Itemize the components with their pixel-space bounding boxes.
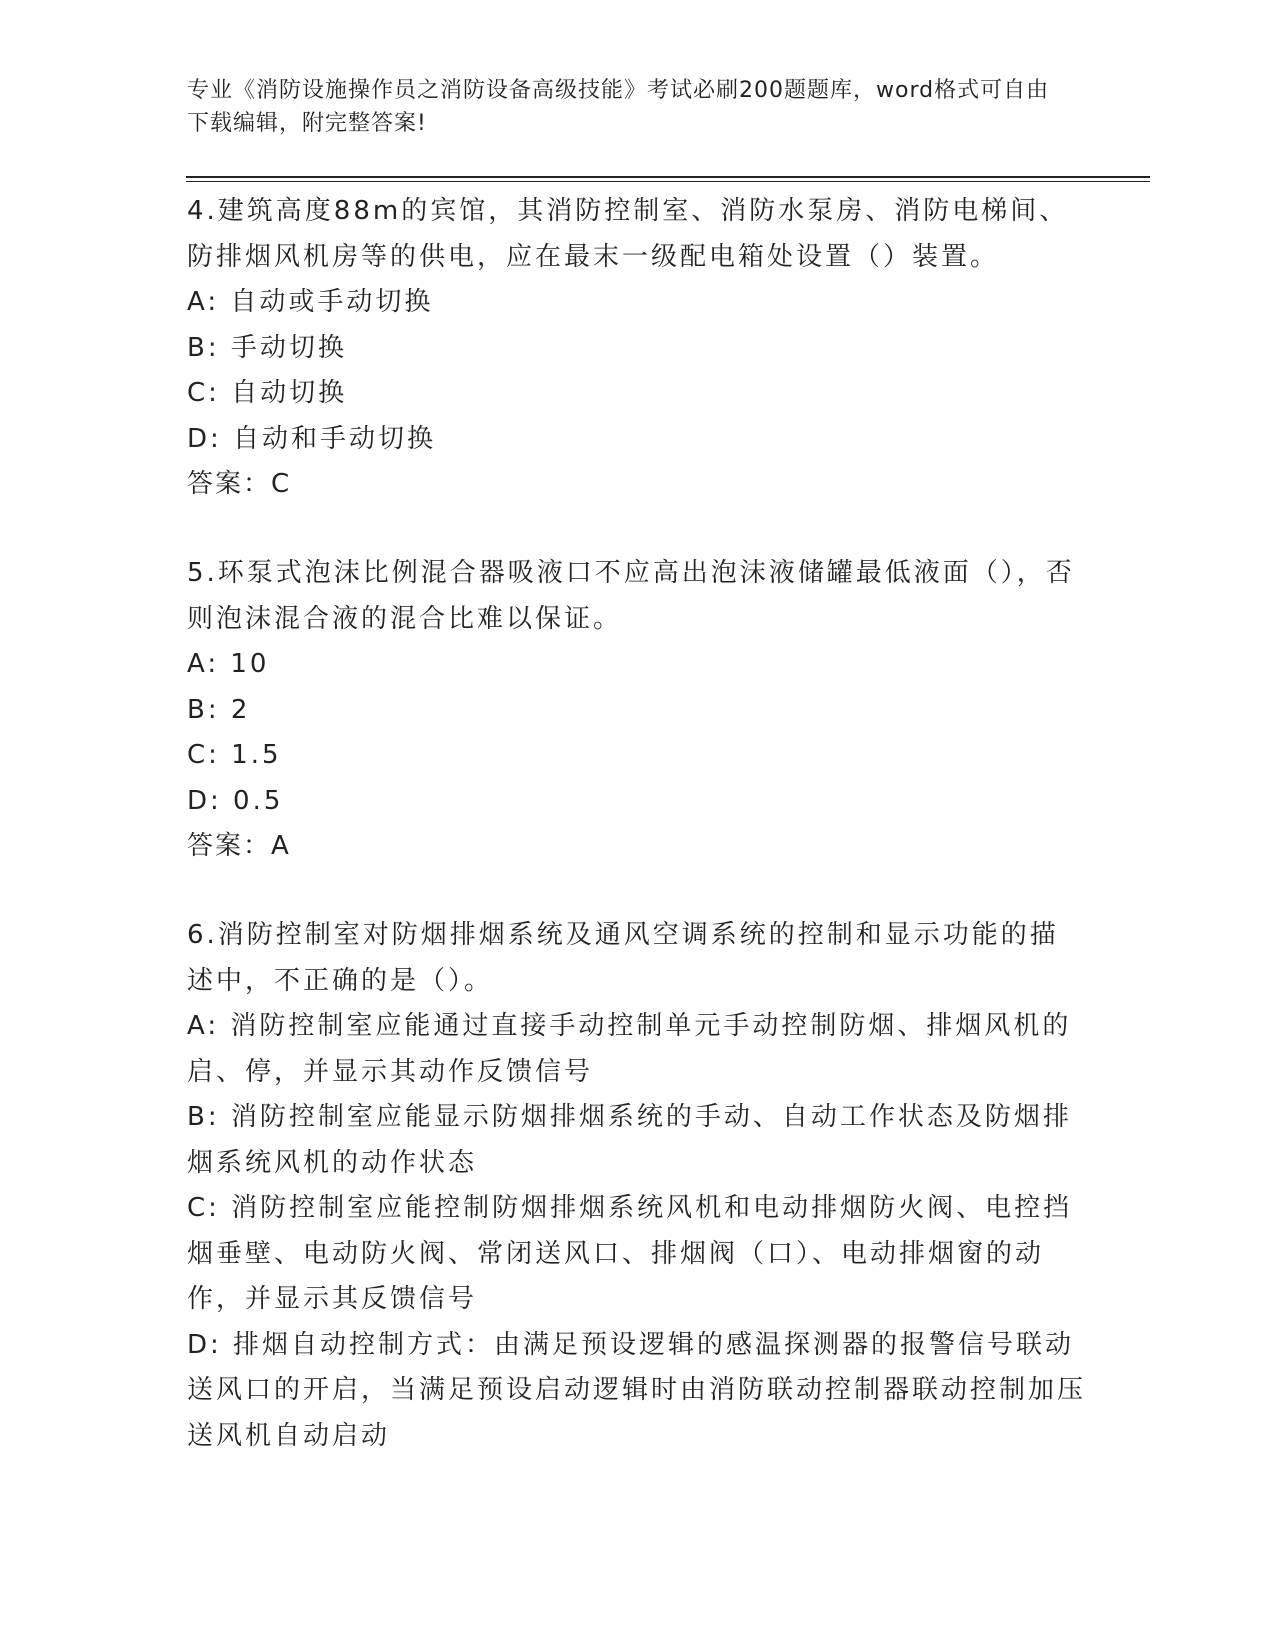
answer-line: 答案：C — [187, 469, 292, 499]
header-divider-thick — [186, 176, 1150, 178]
option-a: A: 消防控制室应能通过直接手动控制单元手动控制防烟、排烟风机的启、停，并显示其动作反馈信号 — [187, 1011, 1072, 1087]
option-d: D: 0.5 — [187, 785, 284, 816]
option-b: B: 消防控制室应能显示防烟排烟系统的手动、自动工作状态及防烟排烟系统风机的动作状态 — [187, 1102, 1072, 1178]
option-c: C: 自动切换 — [187, 378, 348, 408]
header-divider-thin — [186, 181, 1150, 182]
option-d: D: 自动和手动切换 — [187, 423, 437, 454]
question-stem: 6.消防控制室对防烟排烟系统及通风空调系统的控制和显示功能的描述中，不正确的是（）。 — [187, 920, 1059, 996]
question-5 — [187, 551, 1087, 870]
question-4 — [187, 189, 1087, 508]
question-6 — [187, 913, 1087, 1459]
document-header: 专业《消防设施操作员之消防设备高级技能》考试必刷200题题库，word格式可自由下载编辑，附完整答案! — [187, 78, 1050, 136]
question-stem: 5.环泵式泡沫比例混合器吸液口不应高出泡沫液储罐最低液面（），否则泡沫混合液的混合比难以保证。 — [187, 558, 1075, 634]
option-c: C: 1.5 — [187, 740, 282, 770]
option-a: A: 10 — [187, 649, 270, 679]
option-d: D: 排烟自动控制方式：由满足预设逻辑的感温探测器的报警信号联动送风口的开启，当满足预设启动逻辑时由消防联动控制器联动控制加压送风机自动启动 — [187, 1329, 1087, 1451]
answer-line: 答案：A — [187, 831, 291, 861]
question-stem: 4.建筑高度88m的宾馆，其消防控制室、消防水泵房、消防电梯间、防排烟风机房等的供电，应在最末一级配电箱处设置（）装置。 — [187, 196, 1069, 272]
option-c: C: 消防控制室应能控制防烟排烟系统风机和电动排烟防火阀、电控挡烟垂壁、电动防火阀、常闭送风口、排烟阀（口）、电动排烟窗的动作，并显示其反馈信号 — [187, 1193, 1073, 1314]
option-b: B: 2 — [187, 694, 251, 725]
option-a: A: 自动或手动切换 — [187, 287, 434, 317]
option-b: B: 手动切换 — [187, 332, 347, 363]
